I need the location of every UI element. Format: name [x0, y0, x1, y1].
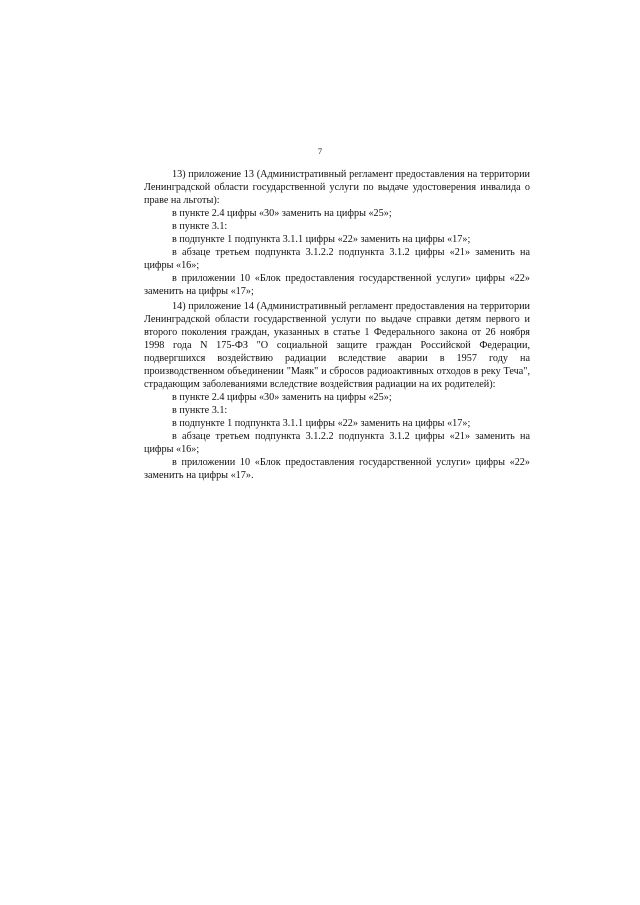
amendment-item: в подпункте 1 подпункта 3.1.1 цифры «22» заменить на цифры «17»;	[172, 418, 471, 429]
amendment-item: в пункте 3.1:	[172, 221, 228, 232]
amendment-item: в абзаце третьем подпункта 3.1.2.2 подпункта 3.1.2 цифры «21» заменить на цифры «16»;	[144, 247, 530, 271]
amendment-item: в абзаце третьем подпункта 3.1.2.2 подпункта 3.1.2 цифры «21» заменить на цифры «16»;	[144, 431, 530, 455]
page-number: 7	[317, 146, 323, 156]
amendment-section-14	[144, 300, 530, 482]
amendment-item: в приложении 10 «Блок предоставления государственной услуги» цифры «22» заменить на цифры «17»;	[144, 273, 530, 297]
section-intro: 13) приложение 13 (Административный регламент предоставления на территории Ленинградской области государственной услуги по выдаче удостоверения инвалида о праве на льготы):	[144, 169, 530, 206]
section-intro: 14) приложение 14 (Административный регламент предоставления на территории Ленинградской области государственной услуги по выдаче справки детям первого и второго поколения граждан, указанных в статье 1 Федерального закона от 26 ноября 1998 года N 175-ФЗ "О социальной защите граждан Российской Федерации, подвергшихся воздействию радиации вследствие аварии в 1957 году на производственном объединении "Маяк" и сбросов радиоактивных отходов в реку Теча", страдающим заболеваниями вследствие воздействия радиации на их родителей):	[144, 301, 530, 390]
amendment-item: в пункте 2.4 цифры «30» заменить на цифры «25»;	[172, 208, 392, 219]
amendment-section-13	[144, 168, 530, 298]
amendment-item: в пункте 2.4 цифры «30» заменить на цифры «25»;	[172, 392, 392, 403]
amendment-item: в пункте 3.1:	[172, 405, 228, 416]
amendment-item: в подпункте 1 подпункта 3.1.1 цифры «22» заменить на цифры «17»;	[172, 234, 471, 245]
amendment-item: в приложении 10 «Блок предоставления государственной услуги» цифры «22» заменить на цифры «17».	[144, 457, 530, 481]
